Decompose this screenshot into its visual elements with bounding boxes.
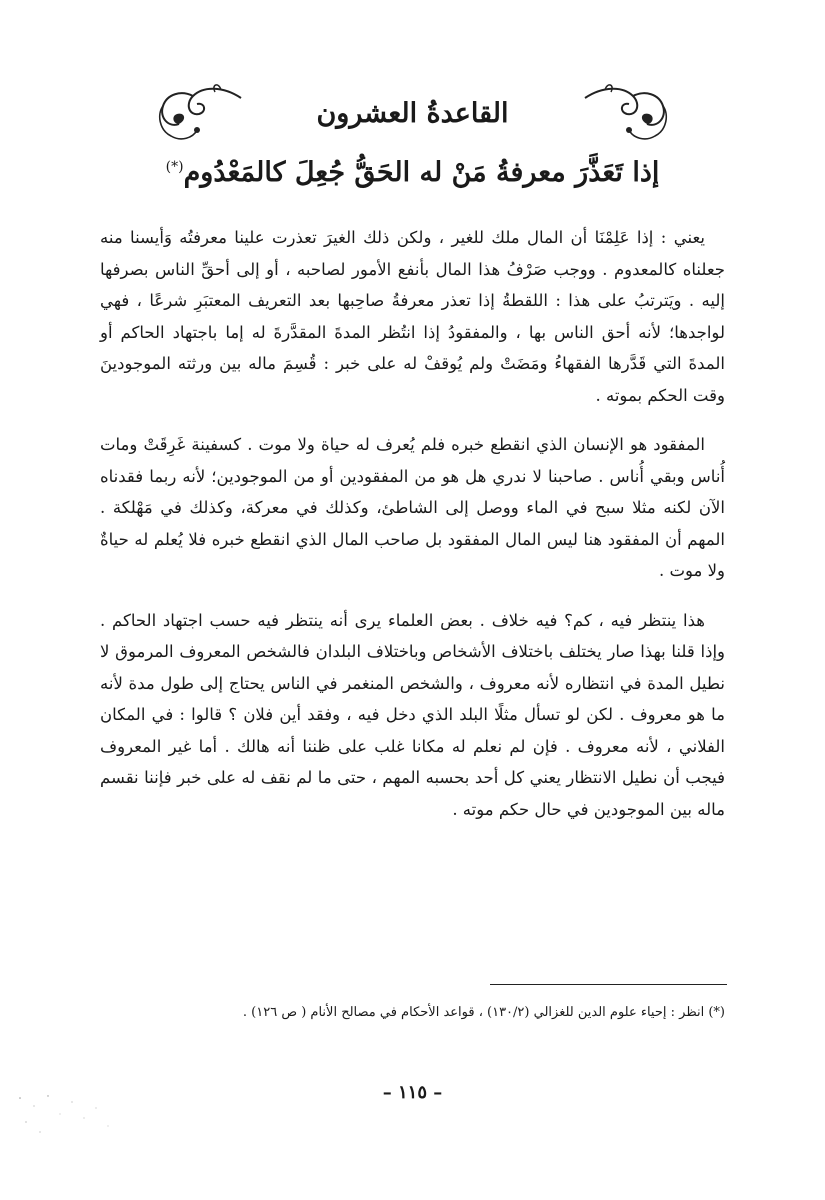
title-cartouche	[153, 80, 673, 152]
rule-title: القاعدةُ العشرون	[316, 98, 509, 129]
footnote: (*) انظر : إحياء علوم الدين للغزالي (١٣٠/٢) ، قواعد الأحكام في مصالح الأنام ( ص ١٢٦) .	[242, 1005, 725, 1020]
footnote-marker: (*)	[165, 159, 184, 175]
page-number: – ١١٥ –	[382, 1082, 443, 1103]
right-flourish-ornament-icon	[583, 84, 673, 146]
rule-subtitle	[0, 156, 825, 190]
rule-heading	[0, 80, 825, 190]
rule-subtitle-text: إذا تَعَذَّرَ معرفةُ مَنْ له الحَقُّ جُعِلَ كالمَعْدُوم	[183, 157, 660, 188]
body-text	[100, 222, 725, 843]
paragraph-2: المفقود هو الإنسان الذي انقطع خبره فلم يُعرف له حياة ولا موت . كسفينة غَرِقَتْ ومات أُناس وبقي أُناس . صاحبنا لا ندري هل هو من المفقودين أو من الموجودين؛ لأنه ربما فقدناه الآن لكنه مثلا سبح في الماء ووصل إلى الشاطئ، وكذلك في معركة، وكذلك في مَهْلكة . المهم أن المفقود هنا ليس المال المفقود بل صاحب المال الذي انقطع خبره فلا يُعلم له حياةٌ ولا موت .	[100, 435, 725, 580]
footnote-divider	[490, 984, 727, 985]
paragraph-3: هذا ينتظر فيه ، كم؟ فيه خلاف . بعض العلماء يرى أنه ينتظر فيه حسب اجتهاد الحاكم . وإذا قلنا بهذا صار يختلف باختلاف الأشخاص وباختلاف البلدان فالشخص المعروف المرموق لا نطيل المدة في انتظاره لأنه معروف ، والشخص المنغمر في الناس يحتاج إلى طول مدة لأنه ما هو معروف . لكن لو تسأل مثلًا البلد الذي دخل فيه ، وفقد أين فلان ؟ قالوا : في المكان الفلاني ، لأنه معروف . فإن لم نعلم له مكانا غلب على ظننا أنه هالك . أما غير المعروف فيجب أن نطيل الانتظار يعني كل أحد بحسبه المهم ، حتى ما لم نقف له على خبر فإننا نقسم ماله بين الموجودين في حال حكم موته .	[100, 610, 725, 819]
paragraph-1: يعني : إذا عَلِمْنَا أن المال ملك للغير ، ولكن ذلك الغيرَ تعذرت علينا معرفتُه وَأيسنا منه جعلناه كالمعدوم . ووجب صَرْفُ هذا المال بأنفع الأمور لصاحبه ، أو إلى أحقِّ الناس بصرفها إليه . ويَترتبُ على هذا : اللقطةُ إذا تعذر معرفةُ صاحِبها بعد التعريف المعتبَرِ شرعًا ، فهي لواجدها؛ لأنه أحق الناس بها ، والمفقودُ إذا انتُظر المدةَ المقدَّرةَ له إما باجتهاد الحاكم أو المدةَ التي قَدَّرها الفقهاءُ ومَضَتْ ولم يُوقفْ له على خبر : قُسِمَ ماله بين ورثته الموجودينَ وقت الحكم بموته .	[100, 228, 725, 405]
paper-specks-decoration	[0, 1088, 150, 1168]
